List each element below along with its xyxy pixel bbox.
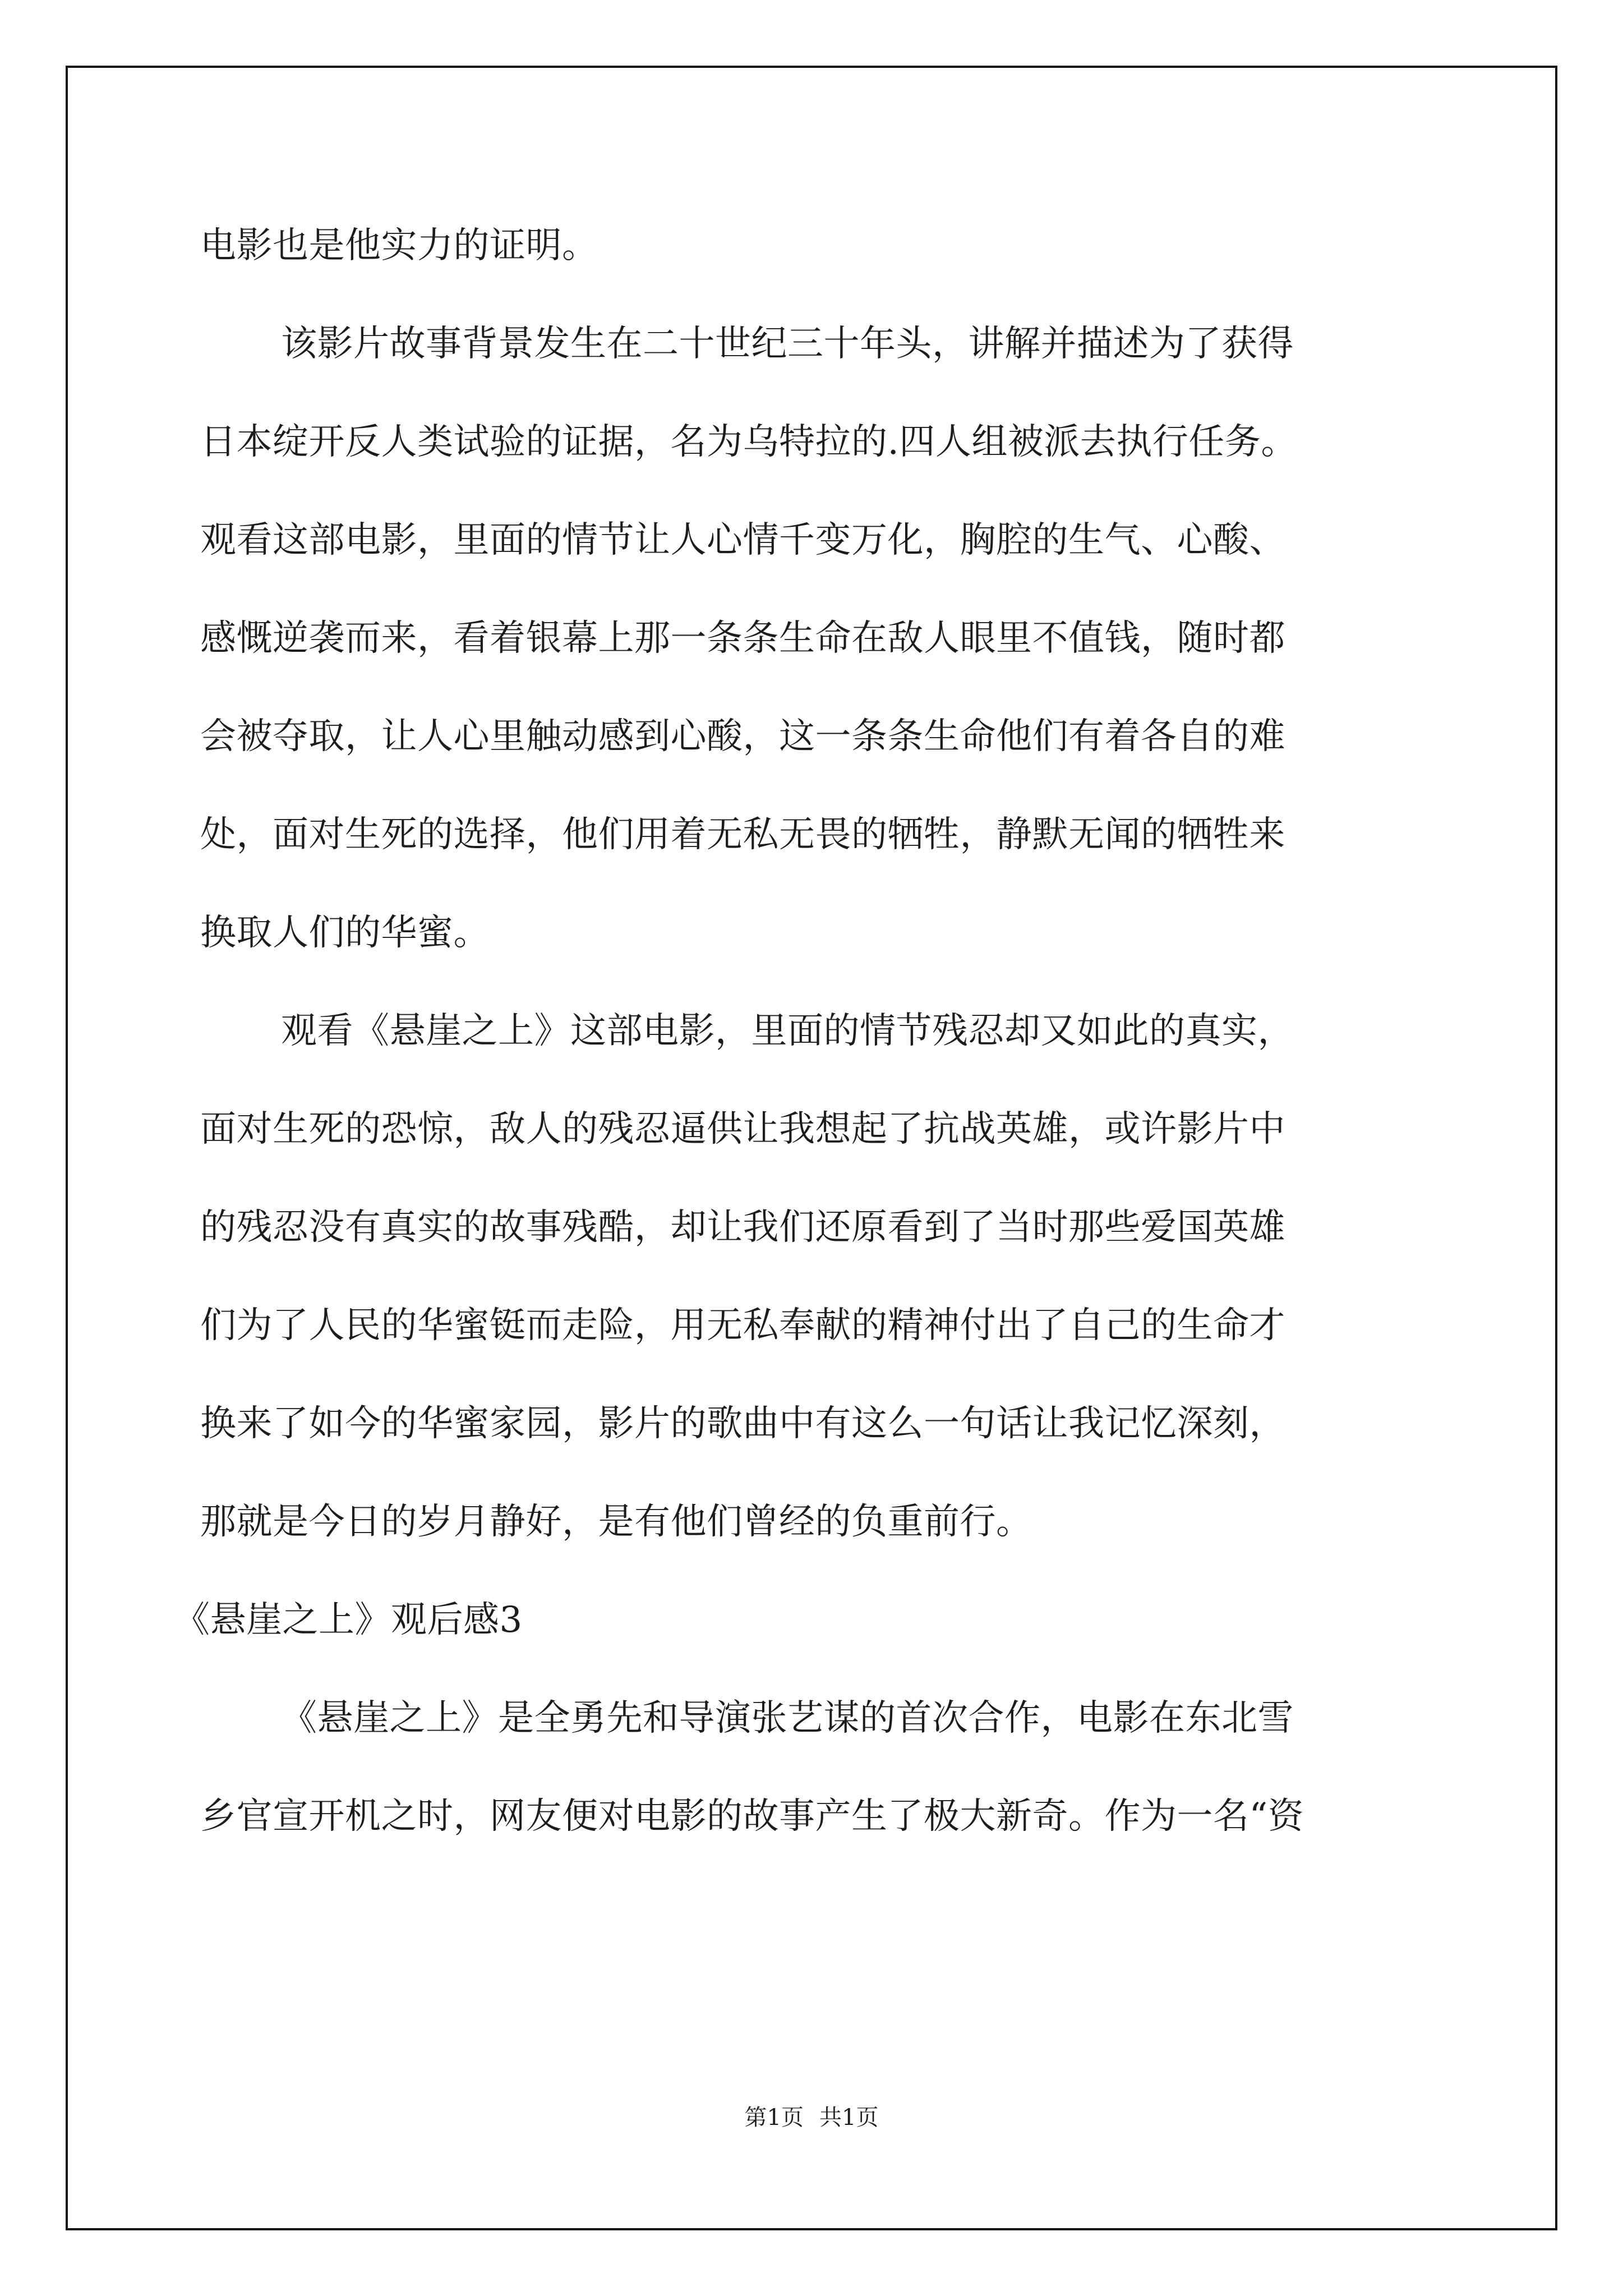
text-line: 换取人们的华蜜。 bbox=[200, 912, 490, 954]
text-line: 处，面对生死的选择，他们用着无私无畏的牺牲，静默无闻的牺牲来 bbox=[200, 814, 1285, 855]
text-line: 们为了人民的华蜜铤而走险，用无私奉献的精神付出了自己的生命才 bbox=[200, 1305, 1285, 1346]
paragraph-first-line: 该影片故事背景发生在二十世纪三十年头，讲解并描述为了获得 bbox=[281, 323, 1294, 365]
text-line: 换来了如今的华蜜家园，影片的歌曲中有这么一句话让我记忆深刻， bbox=[200, 1403, 1285, 1444]
paragraph-first-line: 《悬崖之上》是全勇先和导演张艺谋的首次合作，电影在东北雪 bbox=[281, 1697, 1294, 1739]
section-heading: 《悬崖之上》观后感3 bbox=[174, 1599, 523, 1641]
text-line: 乡官宣开机之时，网友便对电影的故事产生了极大新奇。作为一名“资 bbox=[200, 1796, 1304, 1837]
text-line: 那就是今日的岁月静好，是有他们曾经的负重前行。 bbox=[200, 1501, 1032, 1543]
paragraph-first-line: 观看《悬崖之上》这部电影，里面的情节残忍却又如此的真实， bbox=[281, 1010, 1294, 1052]
text-line: 的残忍没有真实的故事残酷，却让我们还原看到了当时那些爱国英雄 bbox=[200, 1207, 1285, 1248]
page-number: 第1页 bbox=[744, 2105, 804, 2131]
text-line: 感慨逆袭而来，看着银幕上那一条条生命在敌人眼里不值钱，随时都 bbox=[200, 618, 1285, 659]
text-line: 电影也是他实力的证明。 bbox=[200, 225, 598, 266]
text-line: 日本绽开反人类试验的证据，名为乌特拉的.四人组被派去执行任务。 bbox=[200, 421, 1297, 463]
text-line: 会被夺取，让人心里触动感到心酸，这一条条生命他们有着各自的难 bbox=[200, 716, 1285, 757]
page-total: 共1页 bbox=[819, 2105, 879, 2131]
text-line: 观看这部电影，里面的情节让人心情千变万化，胸腔的生气、心酸、 bbox=[200, 519, 1285, 561]
page-footer bbox=[0, 2101, 1623, 2134]
text-line: 面对生死的恐惊，敌人的残忍逼供让我想起了抗战英雄，或许影片中 bbox=[200, 1108, 1285, 1150]
